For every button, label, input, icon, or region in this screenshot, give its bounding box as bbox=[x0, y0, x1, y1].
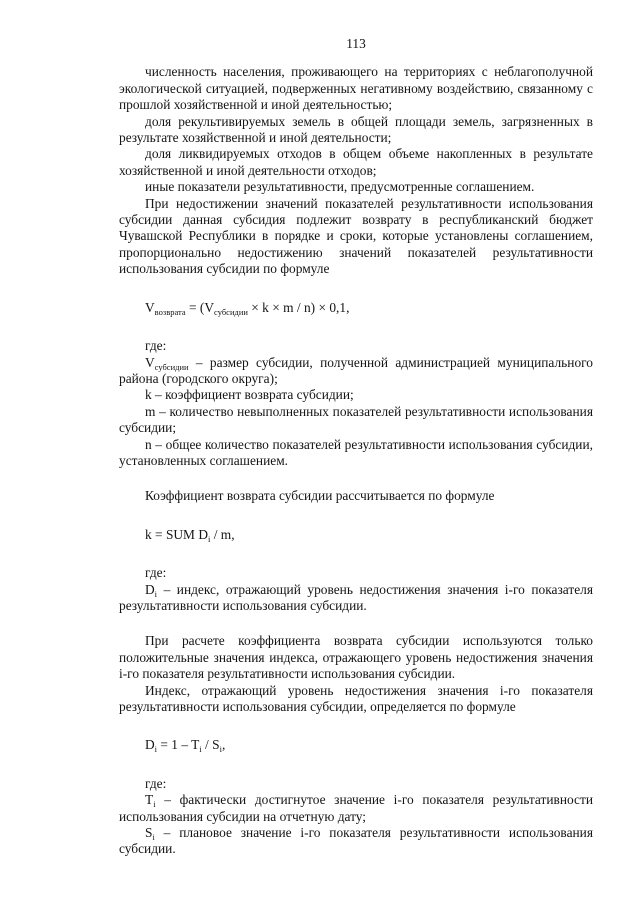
definition-m: m – количество невыполненных показателей результативности использования субсидии; bbox=[119, 403, 593, 436]
formula-text: / m, bbox=[210, 526, 235, 542]
definition-v-subsidy bbox=[119, 355, 593, 388]
formula-text: k = SUM D bbox=[145, 526, 208, 542]
formula-text: , bbox=[221, 737, 226, 753]
formula-subscript: i bbox=[199, 744, 202, 755]
formula-symbol: D bbox=[145, 737, 155, 753]
formula-text: / S bbox=[201, 737, 220, 753]
definition-s-planned bbox=[119, 825, 593, 858]
paragraph-recultivated-land: доля рекультивируемых земель в общей площади земель, загрязненных в результате хозяйственной и иной деятельности; bbox=[119, 113, 593, 146]
spacer bbox=[119, 754, 593, 776]
spacer bbox=[119, 316, 593, 338]
definition-symbol: T bbox=[145, 792, 154, 808]
formula-subscript: i bbox=[207, 533, 211, 544]
paragraph-liquidated-waste: доля ликвидируемых отходов в общем объеме накопленных в результате хозяйственной и иной деятельности отходов; bbox=[119, 146, 593, 178]
definition-d-index bbox=[119, 582, 593, 615]
definition-t-actual bbox=[119, 792, 593, 825]
formula-subscript: i bbox=[154, 744, 158, 755]
formula-text: = 1 – T bbox=[157, 737, 200, 753]
formula-text: × k × m / n) × 0,1, bbox=[247, 299, 350, 315]
definition-text: – индекс, отражающий уровень недостижения значения i-го показателя результативности использования субсидии. bbox=[119, 581, 593, 613]
definition-text: – плановое значение i-го показателя результативности использования субсидии. bbox=[119, 825, 593, 857]
spacer bbox=[119, 278, 593, 300]
spacer bbox=[119, 505, 593, 527]
formula-text: = (V bbox=[185, 299, 215, 315]
definition-symbol: D bbox=[145, 581, 155, 597]
definition-text: – фактически достигнутое значение i-го показателя результативности использования субсидии на отчетную дату; bbox=[119, 792, 593, 824]
spacer bbox=[119, 543, 593, 565]
paragraph-other-indicators: иные показатели результативности, предусмотренные соглашением. bbox=[145, 179, 535, 195]
paragraph-population: численность населения, проживающего на территориях с неблагополучной экологической ситуацией, подверженных негативному воздействию, связанному с прошлой хозяйственной и иной деятельностью; bbox=[119, 64, 593, 113]
spacer bbox=[119, 614, 593, 633]
definition-subscript: i bbox=[153, 799, 156, 810]
paragraph-positive-values: При расчете коэффициента возврата субсидии используются только положительные значения индекса, отражающего уровень недостижения значения i-го показателя результативности использования субсидии. bbox=[119, 633, 593, 682]
paragraph-coefficient-intro: Коэффициент возврата субсидии рассчитывается по формуле bbox=[145, 488, 495, 504]
definition-subscript: субсидии bbox=[154, 361, 189, 372]
page-number: 113 bbox=[346, 36, 366, 51]
formula-subscript: субсидии bbox=[214, 306, 248, 317]
spacer bbox=[119, 715, 593, 737]
formula-subscript: i bbox=[219, 744, 222, 755]
formula-return-amount bbox=[119, 300, 593, 316]
paragraph-return-condition: При недостижении значений показателей результативности использования субсидии данная субсидия подлежит возврату в республиканский бюджет Чувашской Республики в порядке и сроки, которые установлены соглашением, пропорционально недостижению значений показателей результативности использования субсидии по формуле bbox=[119, 195, 593, 277]
spacer bbox=[119, 469, 593, 488]
formula-subscript: возврата bbox=[154, 306, 186, 317]
where-label: где: bbox=[145, 338, 167, 354]
where-label: где: bbox=[145, 565, 167, 581]
definition-subscript: i bbox=[154, 588, 158, 599]
definition-n: n – общее количество показателей результативности использования субсидии, установленных соглашением. bbox=[119, 436, 593, 468]
definition-subscript: i bbox=[152, 832, 155, 843]
definition-symbol: S bbox=[145, 825, 153, 841]
paragraph-index-formula-intro: Индекс, отражающий уровень недостижения значения i-го показателя результативности использования субсидии, определяется по формуле bbox=[119, 682, 593, 714]
definition-text: – размер субсидии, полученной администрацией муниципального района (городского округа); bbox=[119, 354, 593, 386]
formula-coefficient bbox=[119, 527, 593, 543]
definition-k: k – коэффициент возврата субсидии; bbox=[145, 387, 354, 403]
where-label: где: bbox=[145, 775, 167, 791]
formula-index bbox=[119, 737, 593, 753]
definition-symbol: V bbox=[145, 354, 155, 370]
formula-symbol: V bbox=[145, 299, 155, 315]
